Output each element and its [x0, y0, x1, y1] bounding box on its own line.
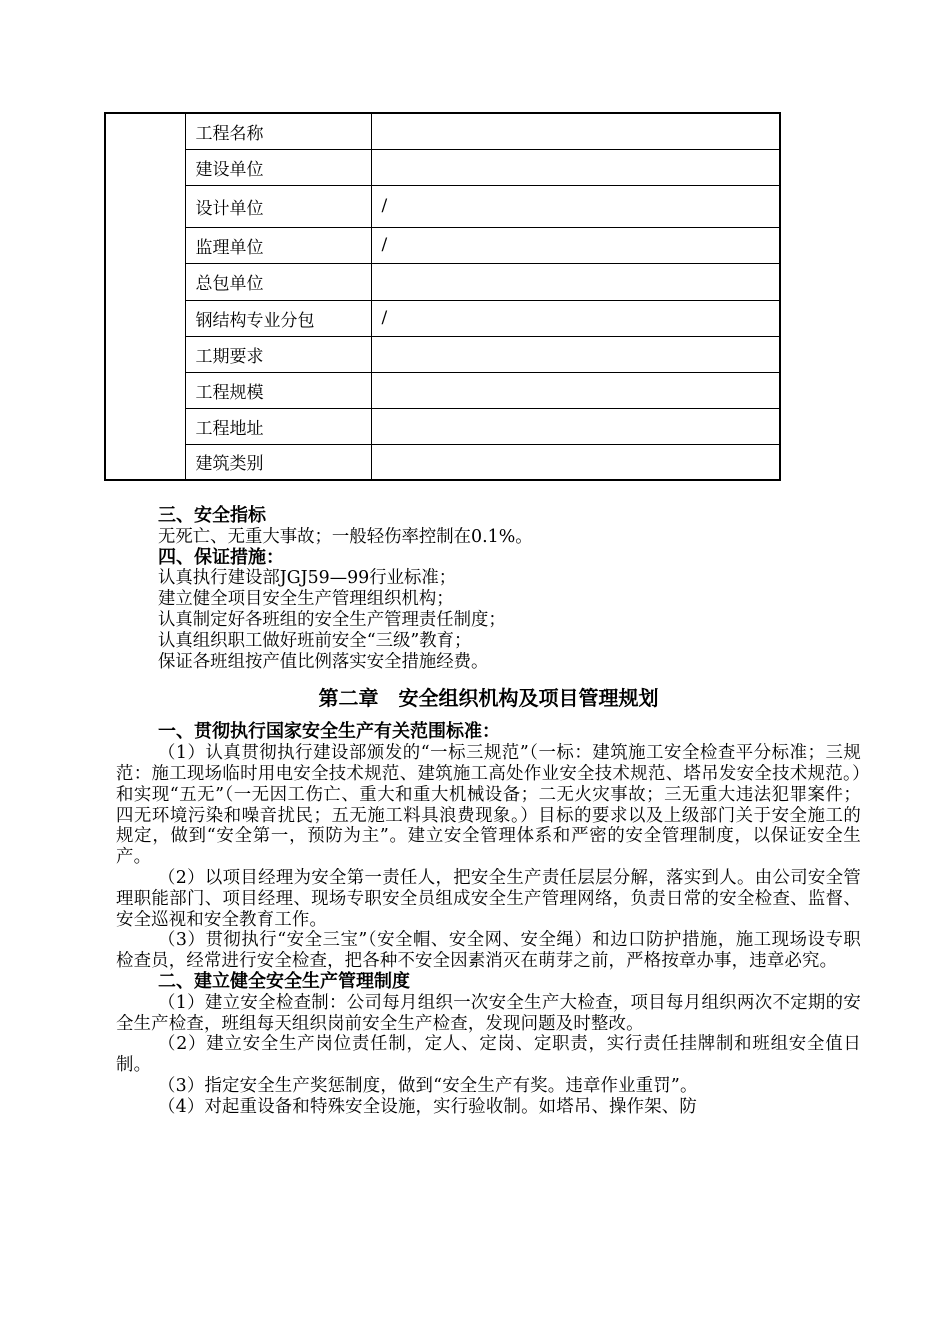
paragraph: （1）建立安全检查制：公司每月组织一次安全生产大检查，项目每月组织两次不定期的安全生产检查，班组每天组织岗前安全生产检查，发现问题及时整改。: [116, 992, 861, 1034]
row-value: [371, 149, 780, 185]
row-label: 建筑类别: [185, 444, 371, 480]
table-row: [105, 444, 780, 480]
row-value: /: [371, 227, 780, 263]
row-label: 设计单位: [185, 185, 371, 227]
row-label: 工程规模: [185, 372, 371, 408]
row-label: 钢结构专业分包: [185, 300, 371, 336]
table-row: [105, 408, 780, 444]
project-info-table: [104, 112, 781, 481]
list-item: 建立健全项目安全生产管理组织机构；: [158, 589, 454, 610]
list-item: 保证各班组按产值比例落实安全措施经费。: [158, 651, 489, 672]
row-label: 监理单位: [185, 227, 371, 263]
row-value: /: [371, 300, 780, 336]
row-value: [371, 336, 780, 372]
project-info-table-wrap: [104, 112, 781, 481]
table-row: [105, 113, 780, 149]
row-label: 工期要求: [185, 336, 371, 372]
row-label: 总包单位: [185, 263, 371, 300]
paragraph: （3）指定安全生产奖惩制度，做到“安全生产有奖。违章作业重罚”。: [158, 1075, 698, 1096]
paragraph: （2）以项目经理为安全第一责任人，把安全生产责任层层分解，落实到人。由公司安全管理职能部门、项目经理、现场专职安全员组成安全生产管理网络，负责日常的安全检查、监督、安全巡视和安全教育工作。: [116, 867, 861, 930]
paragraph: （3）贯彻执行“安全三宝”（安全帽、安全网、安全绳）和边口防护措施，施工现场设专职检查员，经常进行安全检查，把各种不安全因素消灭在萌芽之前，严格按章办事，违章必究。: [116, 930, 861, 972]
row-label: 建设单位: [185, 149, 371, 185]
paragraph: （2）建立安全生产岗位责任制，定人、定岗、定职责，实行责任挂牌制和班组安全值日制。: [116, 1034, 861, 1076]
row-label: 工程地址: [185, 408, 371, 444]
list-item: 认真组织职工做好班前安全“三级”教育；: [158, 630, 472, 651]
section3-text: 无死亡、无重大事故；一般轻伤率控制在0.1%。: [158, 526, 533, 547]
table-row: [105, 336, 780, 372]
table-row: [105, 300, 780, 336]
section3-heading: 三、安全指标: [158, 505, 266, 526]
table-row: [105, 227, 780, 263]
row-value: [371, 113, 780, 149]
row-value: [371, 444, 780, 480]
row-value: [371, 263, 780, 300]
table-row: [105, 185, 780, 227]
chapter-title: 第二章 安全组织机构及项目管理规划: [318, 686, 659, 711]
row-value: [371, 408, 780, 444]
chapter2-s2-heading: 二、建立健全安全生产管理制度: [158, 970, 410, 992]
table-row: [105, 263, 780, 300]
list-item: 认真执行建设部JGJ59—99行业标准；: [158, 568, 457, 589]
paragraph: （1）认真贯彻执行建设部颁发的“一标三规范”（一标：建筑施工安全检查平分标准；三规范：施工现场临时用电安全技术规范、建筑施工高处作业安全技术规范、塔吊发安全技术规范。）和实现“五无”（一无因工伤亡、重大和重大机械设备；二无火灾事故；三无重大违法犯罪案件；四无环境污染和噪音扰民；五无施工料具浪费现象。）目标的要求以及上级部门关于安全施工的规定，做到“安全第一，预防为主”。建立安全管理体系和严密的安全管理制度，以保证安全生产。: [116, 743, 861, 868]
table-blank-cell: [105, 113, 185, 480]
table-row: [105, 372, 780, 408]
row-label: 工程名称: [185, 113, 371, 149]
paragraph: （4）对起重设备和特殊安全设施，实行验收制。如塔吊、操作架、防: [158, 1096, 697, 1117]
chapter2-s1-heading: 一、贯彻执行国家安全生产有关范围标准：: [158, 721, 500, 743]
table-row: [105, 149, 780, 185]
section4-heading: 四、保证措施：: [158, 546, 284, 568]
list-item: 认真制定好各班组的安全生产管理责任制度；: [158, 609, 506, 630]
row-value: [371, 372, 780, 408]
document-body: [116, 506, 861, 1118]
row-value: /: [371, 185, 780, 227]
section4-list: [158, 568, 861, 672]
